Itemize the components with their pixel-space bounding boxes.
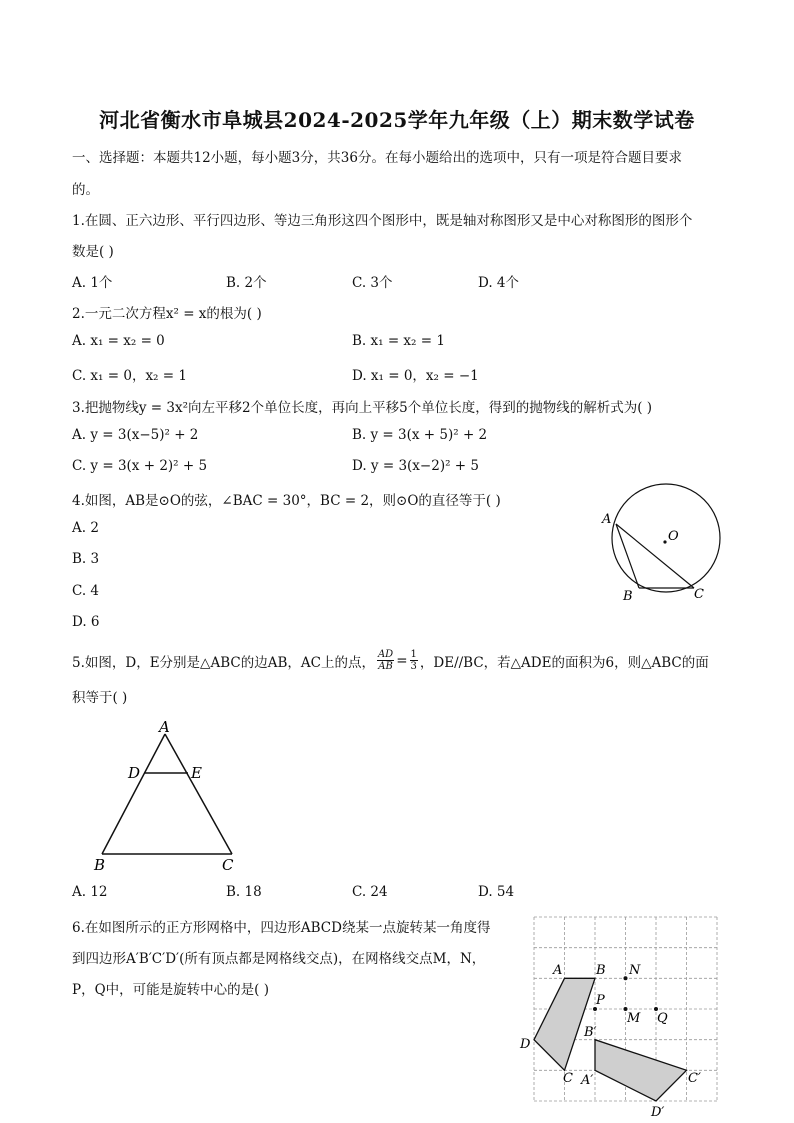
label-c: C: [563, 1071, 573, 1086]
q1-option-c: C. 3个: [352, 275, 393, 291]
label-p: P: [596, 993, 605, 1008]
q6-stem-line1: 6.在如图所示的正方形网格中，四边形ABCD绕某一点旋转某一角度得: [72, 920, 491, 936]
q5-stem-part2: ，DE//BC，若△ADE的面积为6，则△ABC的面: [419, 654, 709, 671]
side-ab: [102, 734, 165, 854]
label-b: B: [94, 856, 106, 873]
q4-stem: 4.如图，AB是⊙O的弦，∠BAC = 30°，BC = 2，则⊙O的直径等于( ): [72, 493, 501, 509]
label-b-prime: B′: [584, 1025, 597, 1040]
q4-option-b: B. 3: [72, 551, 100, 567]
quadrilateral-a1b1c1d1: [595, 1040, 687, 1101]
page-title: 河北省衡水市阜城县2024-2025学年九年级（上）期末数学试卷: [99, 108, 695, 132]
label-a: A: [159, 718, 170, 736]
label-a: A: [553, 963, 563, 978]
label-e: E: [191, 764, 202, 782]
q3-option-a: A. y = 3(x−5)² + 2: [72, 427, 199, 443]
q5-option-a: A. 12: [72, 884, 108, 900]
q4-option-c: C. 4: [72, 583, 100, 599]
q5-fraction-one-third: $\frac{1}{3}$: [410, 649, 417, 672]
q5-option-c: C. 24: [352, 884, 388, 900]
q1-option-d: D. 4个: [478, 275, 520, 291]
q1-stem-line2: 数是( ): [72, 244, 114, 260]
section-header-line2: 的。: [72, 182, 99, 198]
label-q: Q: [657, 1011, 668, 1026]
q2-option-c: C. x₁ = 0，x₂ = 1: [72, 368, 187, 384]
q3-option-d: D. y = 3(x−2)² + 5: [352, 458, 479, 474]
q5-option-d: D. 54: [478, 884, 515, 900]
q4-option-a: A. 2: [72, 520, 99, 536]
q3-stem: 3.把抛物线y = 3x²向左平移2个单位长度，再向上平移5个单位长度，得到的抛物线的解析式为( ): [72, 400, 653, 416]
q6-grid-figure: [516, 910, 722, 1120]
label-d-prime: D′: [651, 1105, 665, 1120]
side-ac: [165, 734, 232, 854]
q2-option-d: D. x₁ = 0，x₂ = −1: [352, 368, 479, 384]
label-n: N: [629, 963, 641, 978]
q3-option-c: C. y = 3(x + 2)² + 5: [72, 458, 208, 474]
q5-stem-line2: 积等于( ): [72, 690, 128, 706]
circle-o: [612, 484, 720, 592]
q5-option-b: B. 18: [226, 884, 262, 900]
label-c: C: [694, 587, 704, 602]
label-o: O: [668, 529, 679, 544]
q6-stem-line2: 到四边形A′B′C′D′(所有顶点都是网格线交点)，在网格线交点M，N，: [72, 951, 486, 967]
q2-option-b: B. x₁ = x₂ = 1: [352, 333, 445, 349]
q5-stem-line1: [72, 649, 709, 672]
label-b: B: [623, 589, 633, 604]
q4-circle-figure: [592, 482, 732, 606]
q1-option-b: B. 2个: [226, 275, 267, 291]
label-a: A: [602, 512, 612, 527]
point-n: [624, 976, 628, 980]
q4-option-d: D. 6: [72, 614, 100, 630]
label-a-prime: A′: [581, 1073, 594, 1088]
label-m: M: [627, 1011, 641, 1026]
label-b: B: [596, 963, 606, 978]
label-d: D: [128, 764, 141, 782]
q1-option-a: A. 1个: [72, 275, 113, 291]
center-point: [663, 540, 666, 543]
q1-stem-line1: 1.在圆、正六边形、平行四边形、等边三角形这四个图形中，既是轴对称图形又是中心对称图形的图形个: [72, 213, 693, 229]
q5-triangle-figure: [88, 715, 248, 873]
q6-stem-line3: P，Q中，可能是旋转中心的是( ): [72, 982, 269, 998]
q5-fraction-ad-ab: $\frac{AD}{AB}$: [377, 649, 394, 672]
label-c: C: [222, 856, 234, 873]
label-c-prime: C′: [688, 1071, 701, 1086]
q5-equals: =: [396, 652, 408, 669]
label-d: D: [520, 1037, 531, 1052]
q5-stem-part1: 5.如图，D，E分别是△ABC的边AB，AC上的点，: [72, 654, 375, 671]
q3-option-b: B. y = 3(x + 5)² + 2: [352, 427, 488, 443]
q2-stem: 2.一元二次方程x² = x的根为( ): [72, 306, 262, 322]
q2-option-a: A. x₁ = x₂ = 0: [72, 333, 165, 349]
section-header-line1: 一、选择题：本题共12小题，每小题3分，共36分。在每小题给出的选项中，只有一项是符合题目要求: [72, 150, 682, 166]
